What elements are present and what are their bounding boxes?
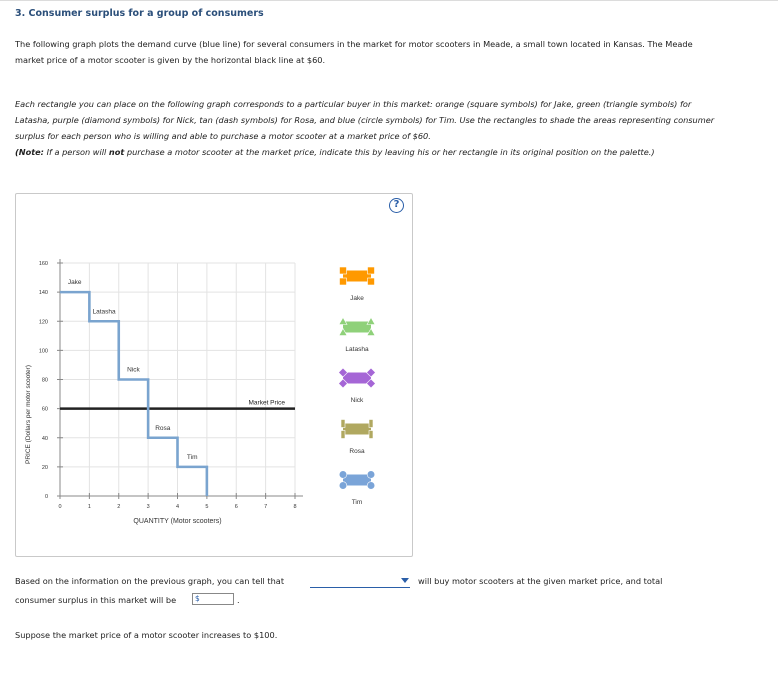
palette-rect-jake[interactable] (340, 267, 375, 285)
y-tick-label: 100 (38, 348, 48, 355)
square-handle-icon (368, 267, 375, 274)
x-tick-label: 7 (264, 504, 268, 510)
palette-swatch (343, 424, 371, 435)
palette-label: Latasha (345, 346, 369, 353)
palette-label: Rosa (349, 448, 365, 455)
palette-swatch (343, 475, 371, 486)
circle-handle-icon (367, 482, 375, 490)
square-handle-icon (340, 267, 347, 274)
dash-handle-icon (341, 420, 345, 428)
instructions-main: Each rectangle you can place on the following graph corresponds to a particular buyer in this market: orange (square symbols) for Jake, green (triangle symbols) for Latasha, purple (diamond symbols) for Nick, tan (dash symbols) for Rosa, and blue (circle symbols) for Tim. Use the rectangles to shade the areas representing consumer surplus for each person who is willing and able to purchase a motor scooter at a market price of $60. (15, 99, 715, 141)
answer-line2-text: consumer surplus in this market will be (15, 595, 177, 605)
question-title: 3. Consumer surplus for a group of consumers (15, 8, 264, 19)
y-tick-label: 20 (41, 464, 48, 471)
palette-rect-tim[interactable] (339, 471, 375, 490)
top-divider (0, 0, 778, 1)
x-tick-label: 8 (293, 504, 297, 510)
palette-swatch (343, 373, 371, 384)
buyers-dropdown[interactable] (310, 575, 410, 588)
graph-panel (15, 193, 413, 557)
dash-handle-icon (369, 420, 373, 428)
demand-curve (60, 292, 207, 496)
instructions-paragraph (15, 96, 715, 160)
palette-swatch (343, 271, 371, 282)
x-tick-label: 0 (58, 504, 62, 510)
chevron-down-icon (401, 578, 409, 583)
y-tick-label: 40 (41, 435, 48, 442)
square-handle-icon (340, 278, 347, 285)
y-axis-label: PRICE (Dollars per motor scooter) (25, 365, 32, 464)
note-not: not (108, 147, 125, 157)
palette-label: Tim (351, 499, 363, 506)
triangle-handle-icon (367, 318, 375, 325)
y-tick-label: 80 (41, 377, 48, 384)
y-tick-label: 0 (44, 494, 48, 500)
circle-handle-icon (339, 471, 347, 479)
x-tick-label: 6 (234, 504, 238, 510)
x-tick-label: 1 (87, 504, 91, 510)
intro-paragraph: The following graph plots the demand curve (blue line) for several consumers in the market for motor scooters in Meade, a small town located in Kansas. The Meade market price of a motor scooter is given by the horizontal black line at $60. (15, 39, 693, 65)
answer-line1-text: Based on the information on the previous graph, you can tell that (15, 576, 285, 586)
demand-step-label-tim: Tim (186, 453, 198, 461)
followup-text: Suppose the market price of a motor scooter increases to $100. (15, 630, 278, 640)
triangle-handle-icon (339, 318, 347, 325)
palette-swatch (343, 322, 371, 333)
help-icon[interactable]: ? (389, 198, 404, 213)
note-text-a: If a person will (43, 147, 109, 157)
answer-line1-after: will buy motor scooters at the given market price, and total (418, 576, 663, 586)
x-tick-label: 4 (175, 504, 180, 510)
y-tick-label: 140 (38, 290, 48, 297)
demand-step-label-rosa: Rosa (155, 424, 171, 432)
dash-handle-icon (341, 431, 345, 439)
palette-rect-nick[interactable] (339, 368, 376, 388)
note-text-b: purchase a motor scooter at the market price, indicate this by leaving his or her rectangle in its original position on the palette.) (124, 147, 655, 157)
dash-handle-icon (369, 431, 373, 439)
consumer-surplus-input[interactable] (192, 593, 234, 605)
market-price-label: Market Price (248, 399, 285, 407)
palette-label: Nick (350, 397, 364, 404)
x-tick-label: 3 (146, 504, 150, 510)
y-tick-label: 120 (38, 319, 48, 326)
answer-period: . (237, 595, 240, 605)
palette-label: Jake (350, 295, 364, 302)
note-label: (Note: (15, 147, 44, 157)
x-tick-label: 5 (205, 504, 209, 510)
y-tick-label: 160 (38, 261, 48, 267)
demand-chart (16, 194, 412, 556)
square-handle-icon (368, 278, 375, 285)
demand-step-label-latasha: Latasha (92, 308, 116, 316)
palette-rect-latasha[interactable] (339, 318, 375, 336)
x-axis-label: QUANTITY (Motor scooters) (133, 518, 222, 525)
circle-handle-icon (367, 471, 375, 479)
circle-handle-icon (339, 482, 347, 490)
palette-rect-rosa[interactable] (341, 420, 373, 439)
currency-prefix: $ (195, 594, 200, 603)
demand-step-label-nick: Nick (127, 366, 140, 374)
x-tick-label: 2 (117, 504, 121, 510)
y-tick-label: 60 (41, 406, 48, 413)
demand-step-label-jake: Jake (67, 279, 82, 287)
